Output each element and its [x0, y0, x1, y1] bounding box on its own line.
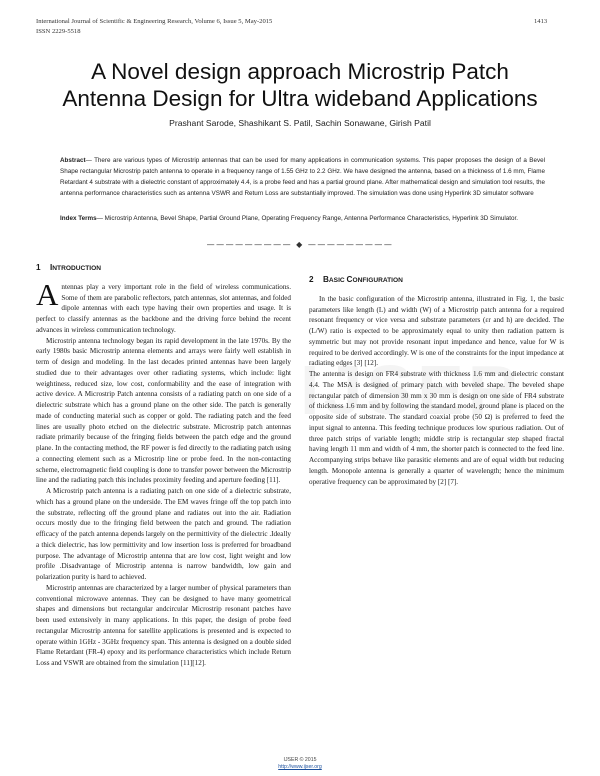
author-list: Prashant Sarode, Shashikant S. Patil, Sachin Sonawane, Girish Patil	[169, 118, 431, 128]
abstract	[60, 155, 545, 199]
section-1-number: 1	[36, 263, 41, 272]
title-line-2: Antenna Design for Ultra wideband Applications	[62, 86, 538, 111]
issn-label: ISSN 2229-5518	[36, 28, 81, 35]
journal-header: International Journal of Scientific & Engineering Research, Volume 6, Issue 5, May-2015	[36, 18, 273, 25]
abstract-text: — There are various types of Microstrip antennas that can be used for many applications in communication systems. This paper proposes the design of a Bevel Shape rectangular Microstrip patch antenna to operate in a frequency range of 1.55 GHz to 2.2 GHz. We have designed the antenna, based on a thickness of 1.6 mm, Flame Retardant 4 substrate with a dielectric constant of approximately 4.4, is a probe feed and has a partial ground plane. After mathematical design and simulation tool results, the antenna performance characteristics such as antenna VSWR and Return Loss are substantially improved. The simulation was done using Hyperlink 3D simulator software	[60, 157, 545, 197]
left-column	[36, 263, 291, 669]
section-spacer	[309, 263, 564, 275]
section-2-number: 2	[309, 275, 314, 284]
section-2-title-initial: B	[323, 275, 329, 284]
intro-paragraph-1	[36, 276, 291, 336]
section-2-heading	[309, 275, 564, 287]
section-2-title-rest: ASIC	[328, 277, 347, 284]
title-line-1: A Novel design approach Microstrip Patch	[91, 59, 509, 84]
index-terms-text: — Microstrip Antenna, Bevel Shape, Partial Ground Plane, Operating Frequency Range, Antenna Performance Characteristics, Hyperlink 3D Simulator.	[96, 215, 519, 222]
intro-paragraph-3: A Microstrip patch antenna is a radiating patch on one side of a dielectric substrate, which has a ground plane on the underside. The EM waves fringe off the top patch into the substrate, reflecting off the ground plane and radiates out into the air. Radiation occurs mostly due to the fringing field between the patch and ground. The radiation efficacy of the patch antenna depends largely on the permittivity of the dielectric .Ideally a thick dielectric, has low permittivity and low insertion loss is preferred for broadband purpose. The advantage of Microstrip antenna that are low cost, light weight and low profile .Disadvantage of Microstrip antenna is narrow bandwidth, low gain and polarization purity is hard to achieved.	[36, 487, 291, 581]
page-number: 1413	[534, 18, 548, 25]
drop-cap: A	[36, 276, 59, 312]
section-divider: ————————— ◆ —————————	[206, 240, 394, 249]
abstract-label: Abstract	[60, 157, 86, 164]
section-1-heading	[36, 263, 291, 275]
page-footer	[0, 757, 600, 771]
section-1-title-rest: NTRODUCTION	[52, 265, 101, 272]
paper-title	[30, 58, 570, 112]
config-paragraph-2: The antenna is design on FR4 substrate with thickness 1.6 mm and dielectric constant 4.4. The MSA is designed of primary patch with beveled shape. The beveled shape rectangular patch of dimension 30 mm x 30 mm is design on one side of FR4 substrate of thickness 1.6 mm and by following the standard model, ground plane is placed on the opposite side of substrate. The standard coaxial probe (50 Ω) is preferred to feed the input signal to antenna. This feeding technique produces low spurious radiation. Out of three patch strips of variable length; middle strip is rectangular step shaped fractal having length 11 mm and width of 4 mm, the shorter patch is connected to the feed line. Accompanying strips behave like parasitic elements and are of equal width but reducing length. Monopole antenna is generally a quarter of wavelength; hence the minimum operative frequency can be approximated by [2] [7].	[309, 370, 564, 486]
index-terms	[60, 213, 545, 224]
config-paragraph-1: In the basic configuration of the Microstrip antenna, illustrated in Fig. 1, the basic parameters like length (L) and width (W) of a Microstrip patch antenna for a required resonant frequency or vice versa and substrate parameters (εr and h) are decided. The (L/W) ratio is expected to be approximately equal to unity then radiation pattern is symmetric but may not provide resonant input impedance and hence, value for W is required to be derived accordingly. W is one of the constraints for the input impedance at radiating edges [3] [12].	[309, 294, 564, 368]
index-terms-label: Index Terms	[60, 215, 97, 222]
section-1-title-initial: I	[50, 263, 53, 272]
intro-paragraph-2: Microstrip antenna technology began its rapid development in the late 1970s. By the early 1980s basic Microstrip antenna elements and arrays were fairly well establish in term of design and modeling. In the last decades printed antennas have been largely studied due to their advantages over other radiating systems, which include: light weightiness, reduced size, low cost, conformability and the ease of integration with active device. A Microstrip Patch antenna consists of a radiating patch on one side of a dielectric substrate which has a ground plane on the other side. The patch is generally made of conducting material such as copper or gold. The radiating patch and the feed lines are usually photo etched on the dielectric substrate. Microstrip patch antennas radiate primarily because of the fringing fields between the patch edge and the ground plane. In the contacting method, the RF power is fed directly to the radiating patch using a connecting element such as a Microstrip line or probe feed. In the non-contacting scheme, electromagnetic field coupling is done to transfer power between the Microstrip line and the radiating patch this includes proximity feeding and aperture feeding [11].	[36, 336, 291, 485]
footer-copyright: IJSER © 2015	[283, 757, 317, 763]
footer-url-link[interactable]: http://www.ijser.org	[278, 764, 322, 770]
intro-paragraph-4: Microstrip antennas are characterized by a larger number of physical parameters than conventional microwave antennas. They can be designed to have many geometrical shapes and dimensions but rectangular andcircular Microstrip resonant patches have been used extensively in many applications. In this paper, the design of probe feed rectangular Microstrip antenna for satellite applications is presented and is expected to operate within 1GHz - 3GHz frequency span. This antenna is designed on a double sided Flame Retardant (FR-4) epoxy and its performance characteristics which include Return Loss and VSWR are obtained from the simulation [11][12].	[36, 583, 291, 667]
right-column	[309, 263, 564, 487]
intro-paragraph-1-text: ntennas play a very important role in the field of wireless communications. Some of them are parabolic reflectors, patch antennas, slot antennas, and folded dipole antennas with each type having their own properties and usage. It is perfect to classify antennas as the backbone and the driving force behind the recent advances in wireless communication technology.	[36, 282, 291, 334]
section-2-title-initial-2: C	[346, 275, 353, 284]
section-2-title-rest-2: ONFIGURATION	[352, 277, 403, 284]
